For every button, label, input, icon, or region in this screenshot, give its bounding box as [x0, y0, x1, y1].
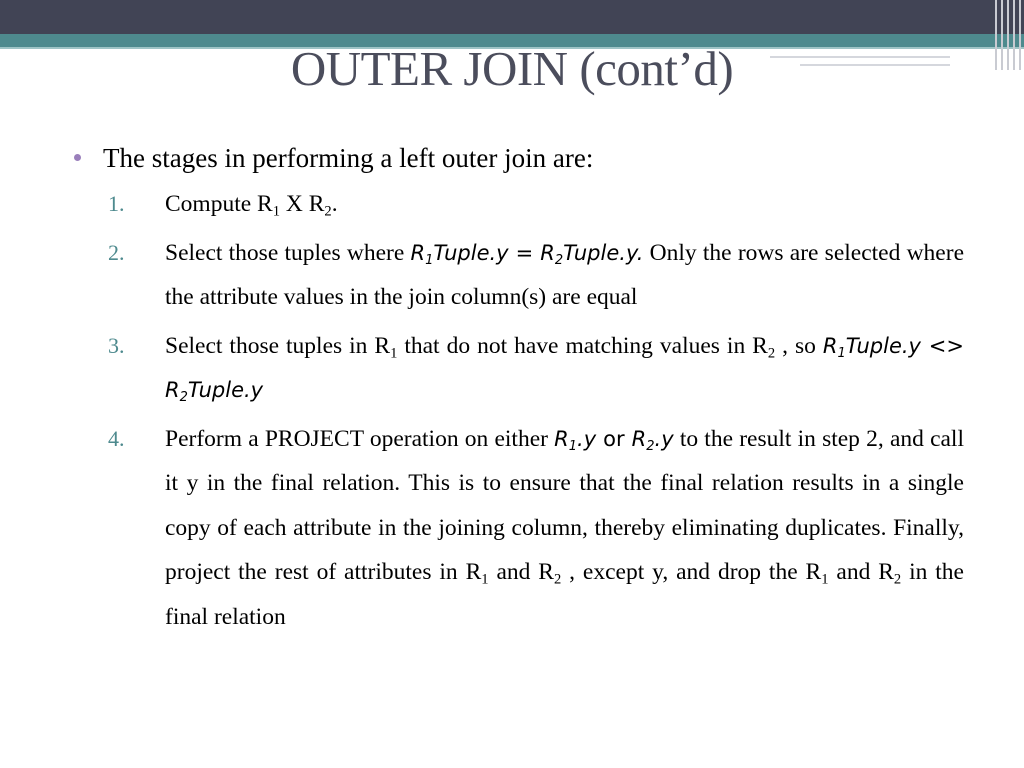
steps-list [74, 182, 964, 639]
math-expression: $R_1Tuple.y$ = $R_2Tuple.y$. [410, 240, 644, 268]
bullet-dot [74, 154, 81, 161]
bullet-item [74, 138, 964, 178]
step-item [74, 324, 964, 413]
math-expression: $R_1.y$ [554, 426, 597, 454]
step-number: 2. [108, 239, 125, 265]
slide-content [74, 138, 964, 643]
step-item [74, 417, 964, 640]
slide-title: OUTER JOIN (cont’d) [290, 41, 734, 96]
step-item [74, 231, 964, 320]
step-text: Compute $R_1$ X $R_2$. [165, 191, 338, 220]
math-expression: $R_2.y$ [631, 426, 674, 454]
step-number: 4. [108, 425, 125, 451]
math-expression: $R_1Tuple.y$ <> $R_2Tuple.y$ [165, 333, 964, 405]
step-text: Select those tuples where $R_1Tuple.y$ = $R_2Tuple.y$. Only the rows are selected where the attribute values in the join column(s) are equal [165, 239, 964, 310]
bullet-text: The stages in performing a left outer join are: [103, 143, 594, 173]
step-text: Select those tuples in $R_1$ that do not have matching values in $R_2$ , so $R_1Tuple.y$ <> $R_2Tuple.y$ [165, 332, 964, 405]
step-item [74, 182, 964, 227]
step-number: 1. [108, 191, 125, 216]
step-text: Perform a PROJECT operation on either $R_1.y$ or $R_2.y$ to the result in step 2, and call it y in the final relation. This is to ensure that the final relation results in a single copy of each attribute in the joining column, thereby eliminating duplicates. Finally, project the rest of attributes in $R_1$ and $R_2$ , except y, and drop the $R_1$ and $R_2$ in the final relation [165, 425, 964, 630]
header-band-dark [0, 0, 1024, 34]
step-number: 3. [108, 332, 125, 358]
